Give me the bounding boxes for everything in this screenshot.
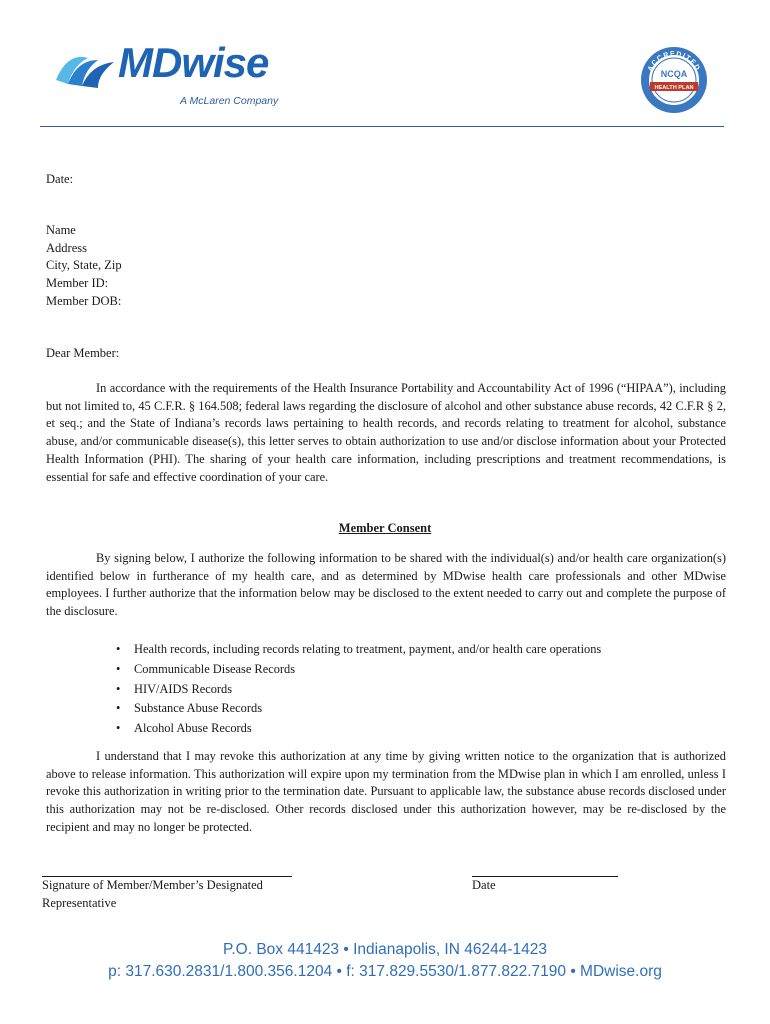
date-line: Date: [46,172,74,186]
date-underline [472,864,618,877]
recipient-name: Name [46,223,76,237]
logo-wordmark: MDwise [118,39,269,86]
recipient-member-id: Member ID: [46,276,109,291]
footer-contact: p: 317.630.2831/1.800.356.1204 • f: 317.829.5530/1.877.822.7190 • MDwise.org [108,963,662,980]
signature-date-field[interactable] [472,864,618,895]
recipient-member-dob: Member DOB: [46,293,122,308]
consent-heading: Member Consent [338,521,432,535]
list-item: • Alcohol Abuse Records [116,719,601,739]
letterhead [0,0,770,130]
member-signature-field[interactable] [42,864,292,912]
list-item: • Substance Abuse Records [116,699,601,719]
seal-band-text: HEALTH PLAN [654,85,694,91]
recipient-block [46,222,122,311]
mdwise-logo [54,39,294,114]
member-signature-label: Signature of Member/Member’s Designated Representative [42,878,263,910]
footer-address: P.O. Box 441423 • Indianapolis, IN 46244-1423 [223,941,547,958]
signature-underline [42,864,292,877]
list-item: • HIV/AIDS Records [116,680,601,700]
salutation: Dear Member: [46,346,120,360]
revocation-paragraph: I understand that I may revoke this authorization at any time by giving written notice to the organization that is authorized above to release information. This authorization will expire upon my termination from the MDwise plan in which I am enrolled, unless I revoke this authorization in writing prior to the termination date. Pursuant to applicable law, the substance abuse records disclosed under this authorization may not be re-disclosed. Other records disclosed under this authorization however, may be re-disclosed by the recipient and may no longer be protected. [46,749,726,834]
intro-paragraph: In accordance with the requirements of the Health Insurance Portability and Accountability Act of 1996 (“HIPAA”), including but not limited to, 45 C.F.R. § 164.508; federal laws regarding the disclosure of alcohol and other substance abuse records, 42 C.F.R § 2, et seq.; and the State of Indiana’s records laws pertaining to health records, and records relating to treatment for alcohol, substance abuse, and/or communicable disease(s), this letter serves to obtain authorization to use and/or disclose information about your Protected Health Information (PHI). The sharing of your health care information, including prescriptions and treatment recommendations, is essential for safe and effective coordination of your care. [46,381,726,484]
list-item: • Communicable Disease Records [116,660,601,680]
logo-tagline: A McLaren Company [180,95,279,107]
records-list [116,640,601,739]
mdwise-swoosh-icon [54,50,118,90]
seal-middle-text: NCQA [660,69,688,79]
seal-top-text: ACCREDITED [646,50,702,73]
consent-paragraph: By signing below, I authorize the following information to be shared with the individual(s) and/or health care organization(s) identified below in furtherance of my health care, and as determined by MDwise health care professionals and other MDwise employees. I further authorize that the information below may be disclosed to the extent needed to carry out and complete the purpose of the disclosure. [46,551,726,619]
recipient-address: Address [46,240,87,255]
header-divider [40,126,724,127]
recipient-city-state-zip: City, State, Zip [46,258,122,273]
ncqa-accreditation-seal [640,46,708,114]
list-item: • Health records, including records relating to treatment, payment, and/or health care operations [116,640,601,660]
signature-date-label: Date [472,878,496,892]
